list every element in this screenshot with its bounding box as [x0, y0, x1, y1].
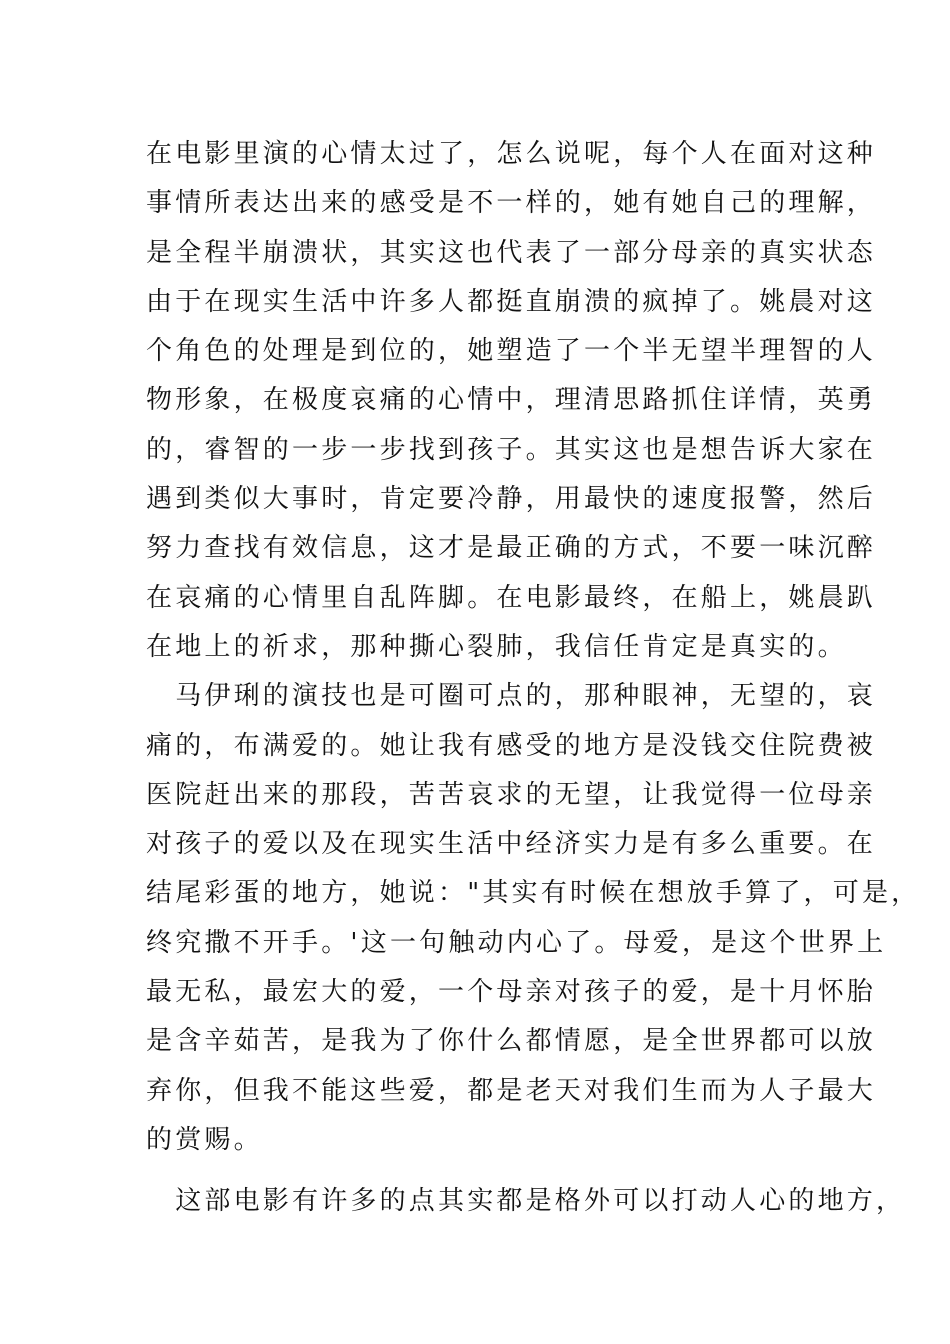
text-line: 个角色的处理是到位的，她塑造了一个半无望半理智的人 — [146, 336, 877, 367]
document-body — [146, 130, 921, 1227]
text-line: 对孩子的爱以及在现实生活中经济实力是有多么重要。在 — [146, 829, 877, 860]
text-line: 努力查找有效信息，这才是最正确的方式，不要一味沉醉 — [146, 533, 877, 564]
text-line: 终究撒不开手。'这一句触动内心了。母爱，是这个世界上 — [146, 927, 887, 958]
text-line: 事情所表达出来的感受是不一样的，她有她自己的理解， — [146, 188, 877, 219]
text-line: 物形象，在极度哀痛的心情中，理清思路抓住详情，英勇 — [146, 385, 877, 416]
text-line: 马伊琍的演技也是可圈可点的，那种眼神，无望的，哀 — [146, 681, 877, 712]
text-line: 在电影里演的心情太过了，怎么说呢，每个人在面对这种 — [146, 139, 877, 169]
text-line: 这部电影有许多的点其实都是格外可以打动人心的地方， — [146, 1186, 906, 1217]
paragraph-3 — [146, 1177, 906, 1226]
text-line: 由于在现实生活中许多人都挺直崩溃的疯掉了。姚晨对这 — [146, 286, 877, 317]
text-line: 最无私，最宏大的爱，一个母亲对孩子的爱，是十月怀胎 — [146, 977, 877, 1008]
text-line: 在地上的祈求，那种撕心裂肺，我信任肯定是真实的。 — [146, 631, 847, 662]
text-line: 的赏赐。 — [146, 1124, 263, 1155]
text-line: 痛的，布满爱的。她让我有感受的地方是没钱交住院费被 — [146, 730, 877, 761]
text-line: 是含辛茹苦，是我为了你什么都情愿，是全世界都可以放 — [146, 1026, 877, 1057]
text-line: 结尾彩蛋的地方，她说："其实有时候在想放手算了，可是， — [146, 878, 921, 909]
text-line: 遇到类似大事时，肯定要冷静，用最快的速度报警，然后 — [146, 484, 877, 515]
text-line: 医院赶出来的那段，苦苦哀求的无望，让我觉得一位母亲 — [146, 779, 877, 810]
paragraph-1 — [146, 130, 877, 672]
text-line: 弃你，但我不能这些爱，都是老天对我们生而为人子最大 — [146, 1075, 877, 1106]
text-line: 在哀痛的心情里自乱阵脚。在电影最终，在船上，姚晨趴 — [146, 582, 877, 613]
paragraph-spacer — [146, 1165, 826, 1177]
text-line: 是全程半崩溃状，其实这也代表了一部分母亲的真实状态 — [146, 237, 877, 268]
paragraph-2 — [146, 672, 921, 1165]
text-line: 的，睿智的一步一步找到孩子。其实这也是想告诉大家在 — [146, 434, 877, 465]
